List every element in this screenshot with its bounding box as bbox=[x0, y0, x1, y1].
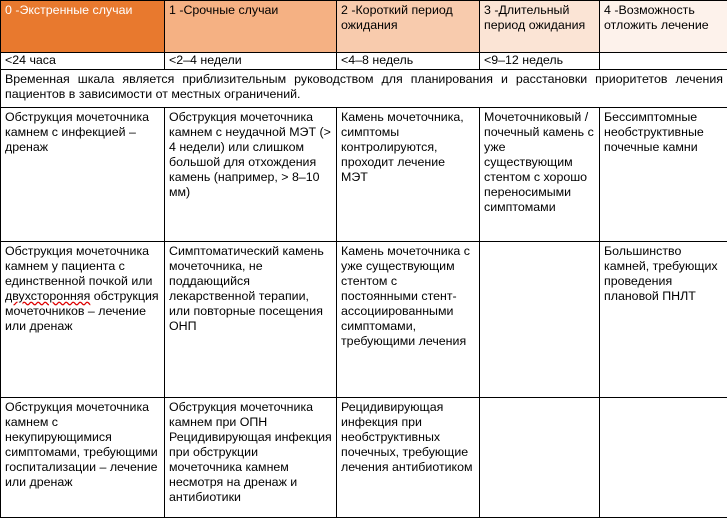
table-cell: Бессимптомные необструктивные почечные камни bbox=[600, 108, 727, 242]
cell-text: Обструкция мочеточника камнем у пациента с единственной почкой или bbox=[5, 244, 153, 288]
header-short-wait: 2 -Короткий период ожидания bbox=[337, 1, 480, 53]
timeframe-cell: <9–12 недель bbox=[480, 53, 600, 70]
timeframe-cell: <4–8 недель bbox=[337, 53, 480, 70]
header-row bbox=[1, 1, 727, 53]
timeframe-row bbox=[1, 53, 727, 70]
table-cell bbox=[600, 398, 727, 518]
timeframe-cell: <24 часа bbox=[1, 53, 165, 70]
table-cell: Большинство камней, требующих проведения плановой ПНЛТ bbox=[600, 242, 727, 398]
table-cell bbox=[480, 398, 600, 518]
table-row bbox=[1, 242, 727, 398]
cell-text-flagged: двухсторонняя bbox=[5, 289, 91, 303]
cell-text: обструкция мочеточников – лечение или дренаж bbox=[5, 289, 159, 333]
header-urgent: 1 -Срочные случаи bbox=[165, 1, 337, 53]
timeframe-cell bbox=[600, 53, 727, 70]
table-cell: Мочеточниковый / почечный камень с уже существующим стентом с хорошо переносимыми симптомами bbox=[480, 108, 600, 242]
table-row bbox=[1, 398, 727, 518]
header-deferrable: 4 -Возможность отложить лечение bbox=[600, 1, 727, 53]
header-long-wait: 3 -Длительный период ожидания bbox=[480, 1, 600, 53]
timeframe-cell: <2–4 недели bbox=[165, 53, 337, 70]
timeline-note: Временная шкала является приблизительным руководством для планирования и расстановки приоритетов лечения пациентов в зависимости от местных ограничений. bbox=[1, 70, 727, 108]
note-row bbox=[1, 70, 727, 108]
table-cell: Обструкция мочеточника камнем с неудачной МЭТ (> 4 недели) или слишком большой для отхождения камень (например, > 8–10 мм) bbox=[165, 108, 337, 242]
table-cell: Симптоматический камень мочеточника, не поддающийся лекарственной терапии, или повторные посещения ОНП bbox=[165, 242, 337, 398]
table-cell: Камень мочеточника с уже существующим стентом с постоянными стент-ассоциированными симптомами, требующими лечения bbox=[337, 242, 480, 398]
table-cell: Обструкция мочеточника камнем при ОПН Рецидивирующая инфекция при обструкции мочеточника камнем несмотря на дренаж и антибиотики bbox=[165, 398, 337, 518]
header-emergency: 0 -Экстренные случаи bbox=[1, 1, 165, 53]
table-cell: Обструкция мочеточника камнем с некупирующимися симптомами, требующими госпитализации – лечение или дренаж bbox=[1, 398, 165, 518]
table-cell bbox=[480, 242, 600, 398]
table-row bbox=[1, 108, 727, 242]
table-cell: Камень мочеточника, симптомы контролируются, проходит лечение МЭТ bbox=[337, 108, 480, 242]
table-cell: Рецидивирующая инфекция при необструктивных почечных, требующие лечения антибиотиком bbox=[337, 398, 480, 518]
table-cell: Обструкция мочеточника камнем с инфекцией – дренаж bbox=[1, 108, 165, 242]
table-cell bbox=[1, 242, 165, 398]
